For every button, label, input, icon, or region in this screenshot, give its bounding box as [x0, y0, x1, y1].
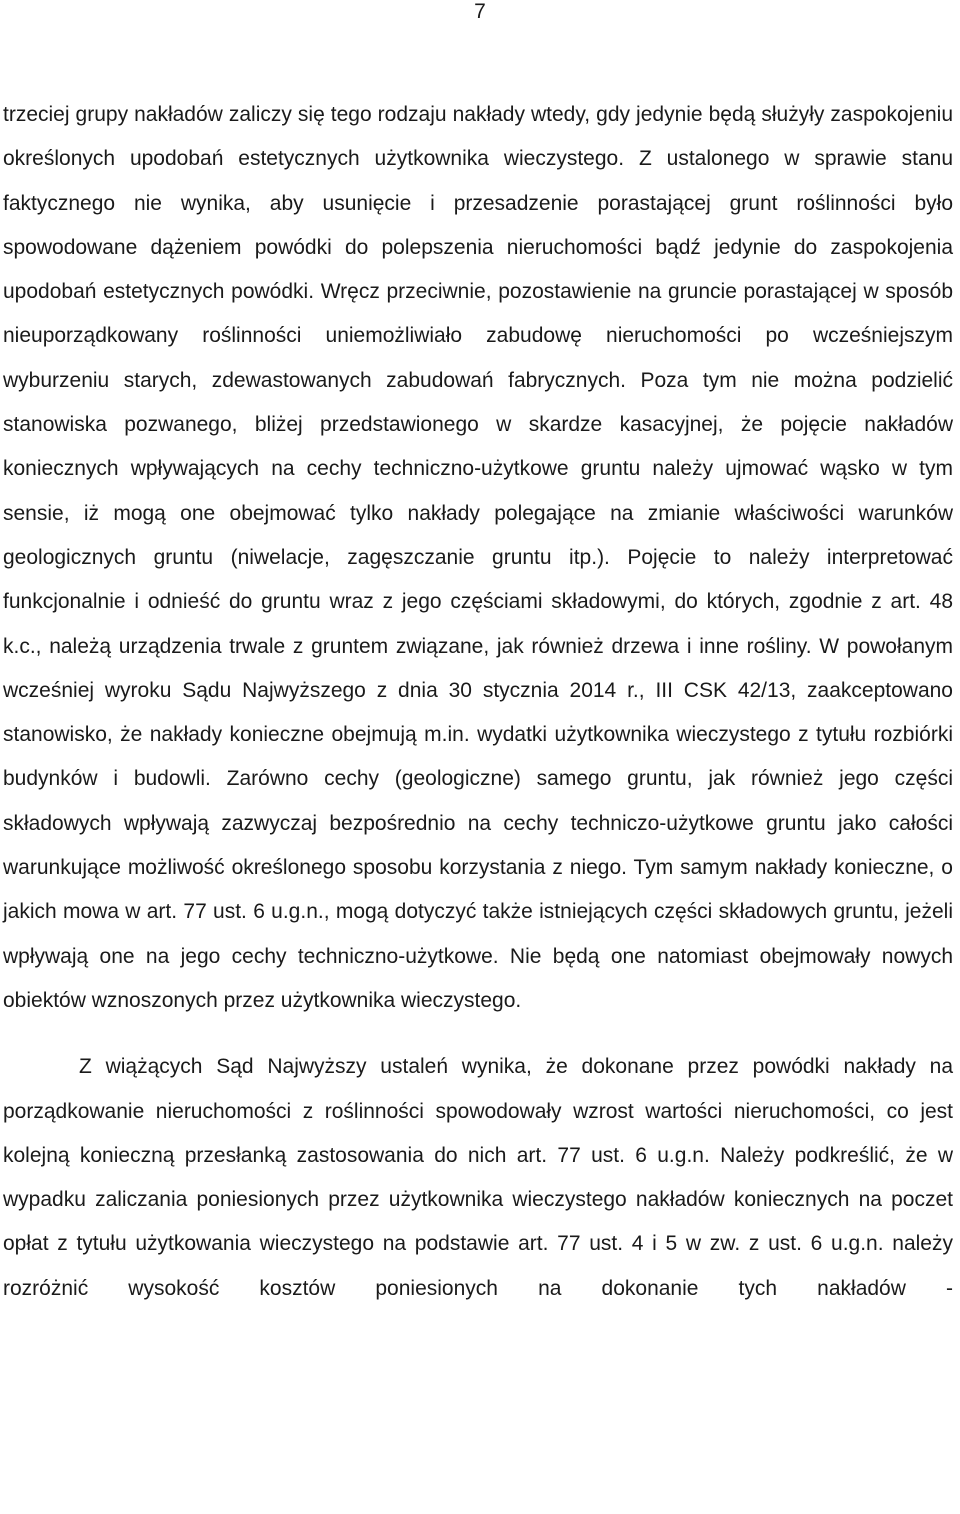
paragraph-new: Z wiążących Sąd Najwyższy ustaleń wynika, że dokonane przez powódki nakłady na porządkowanie nieruchomości z roślinności spowodowały wzrost wartości nieruchomości, co jest kolejną konieczną przesłanką zastosowania do nich art. 77 ust. 6 u.g.n. Należy podkreślić, że w wypadku zaliczania poniesionych przez użytkownika wieczystego nakładów koniecznych na poczet opłat z tytułu użytkowania wieczystego na podstawie art. 77 ust. 4 i 5 w zw. z ust. 6 u.g.n. należy rozróżnić wysokość kosztów poniesionych na dokonanie tych nakładów - [3, 1055, 953, 1300]
page-number: 7 [474, 0, 486, 23]
document-body [3, 93, 953, 1311]
paragraph-continued: trzeciej grupy nakładów zaliczy się tego rodzaju nakłady wtedy, gdy jedynie będą służyły zaspokojeniu określonych upodobań estetycznych użytkownika wieczystego. Z ustalonego w sprawie stanu faktycznego nie wynika, aby usunięcie i przesadzenie porastającej grunt roślinności było spowodowane dążeniem powódki do polepszenia nieruchomości bądź jedynie do zaspokojenia upodobań estetycznych powódki. Wręcz przeciwnie, pozostawienie na gruncie porastającej w sposób nieuporządkowany roślinności uniemożliwiało zabudowę nieruchomości po wcześniejszym wyburzeniu starych, zdewastowanych zabudowań fabrycznych. Poza tym nie można podzielić stanowiska pozwanego, bliżej przedstawionego w skardze kasacyjnej, że pojęcie nakładów koniecznych wpływających na cechy techniczno-użytkowe gruntu należy ujmować wąsko w tym sensie, iż mogą one obejmować tylko nakłady polegające na zmianie właściwości warunków geologicznych gruntu (niwelacje, zagęszczanie gruntu itp.). Pojęcie to należy interpretować funkcjonalnie i odnieść do gruntu wraz z jego częściami składowymi, do których, zgodnie z art. 48 k.c., należą urządzenia trwale z gruntem związane, jak również drzewa i inne rośliny. W powołanym wcześniej wyroku Sądu Najwyższego z dnia 30 stycznia 2014 r., III CSK 42/13, zaakceptowano stanowisko, że nakłady konieczne obejmują m.in. wydatki użytkownika wieczystego z tytułu rozbiórki budynków i budowli. Zarówno cechy (geologiczne) samego gruntu, jak również jego części składowych wpływają zazwyczaj bezpośrednio na cechy techniczo-użytkowe gruntu jako całości warunkujące możliwość określonego sposobu korzystania z niego. Tym samym nakłady konieczne, o jakich mowa w art. 77 ust. 6 u.g.n., mogą dotyczyć także istniejących części składowych gruntu, jeżeli wpływają one na jego cechy techniczno-użytkowe. Nie będą one natomiast obejmowały nowych obiektów wznoszonych przez użytkownika wieczystego. [3, 103, 953, 1012]
